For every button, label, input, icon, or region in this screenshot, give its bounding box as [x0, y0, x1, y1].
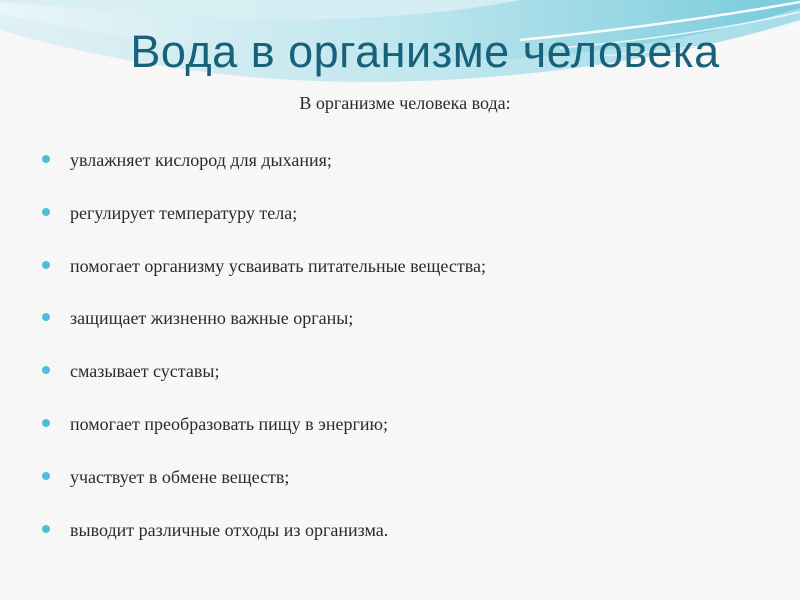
- bullet-dot-icon: [42, 261, 50, 269]
- bullet-dot-icon: [42, 208, 50, 216]
- bullet-dot-icon: [42, 525, 50, 533]
- list-item-text: смазывает суставы;: [70, 361, 220, 382]
- list-item-text: регулирует температуру тела;: [70, 202, 298, 223]
- bullet-dot-icon: [42, 472, 50, 480]
- slide-title: Вода в организме человека: [130, 26, 720, 77]
- slide-subtitle: В организме человека вода:: [299, 93, 511, 113]
- list-item: [40, 308, 486, 334]
- list-item-text: увлажняет кислород для дыхания;: [70, 150, 332, 170]
- list-item-text: помогает преобразовать пищу в энергию;: [70, 413, 388, 434]
- bullet-dot-icon: [42, 366, 50, 374]
- list-item-text: выводит различные отходы из организма.: [70, 519, 389, 540]
- list-item: [40, 414, 486, 440]
- list-item-text: защищает жизненно важные органы;: [70, 308, 354, 329]
- list-item: [40, 361, 486, 387]
- list-item: [40, 203, 486, 229]
- list-item: [40, 467, 486, 493]
- list-item: [40, 150, 486, 176]
- list-item-text: участвует в обмене веществ;: [70, 466, 290, 487]
- bullet-list: [40, 150, 486, 572]
- list-item: [40, 520, 486, 546]
- bullet-dot-icon: [42, 419, 50, 427]
- bullet-dot-icon: [42, 155, 50, 163]
- bullet-dot-icon: [42, 313, 50, 321]
- list-item: [40, 256, 486, 282]
- list-item-text: помогает организму усваивать питательные вещества;: [70, 255, 486, 276]
